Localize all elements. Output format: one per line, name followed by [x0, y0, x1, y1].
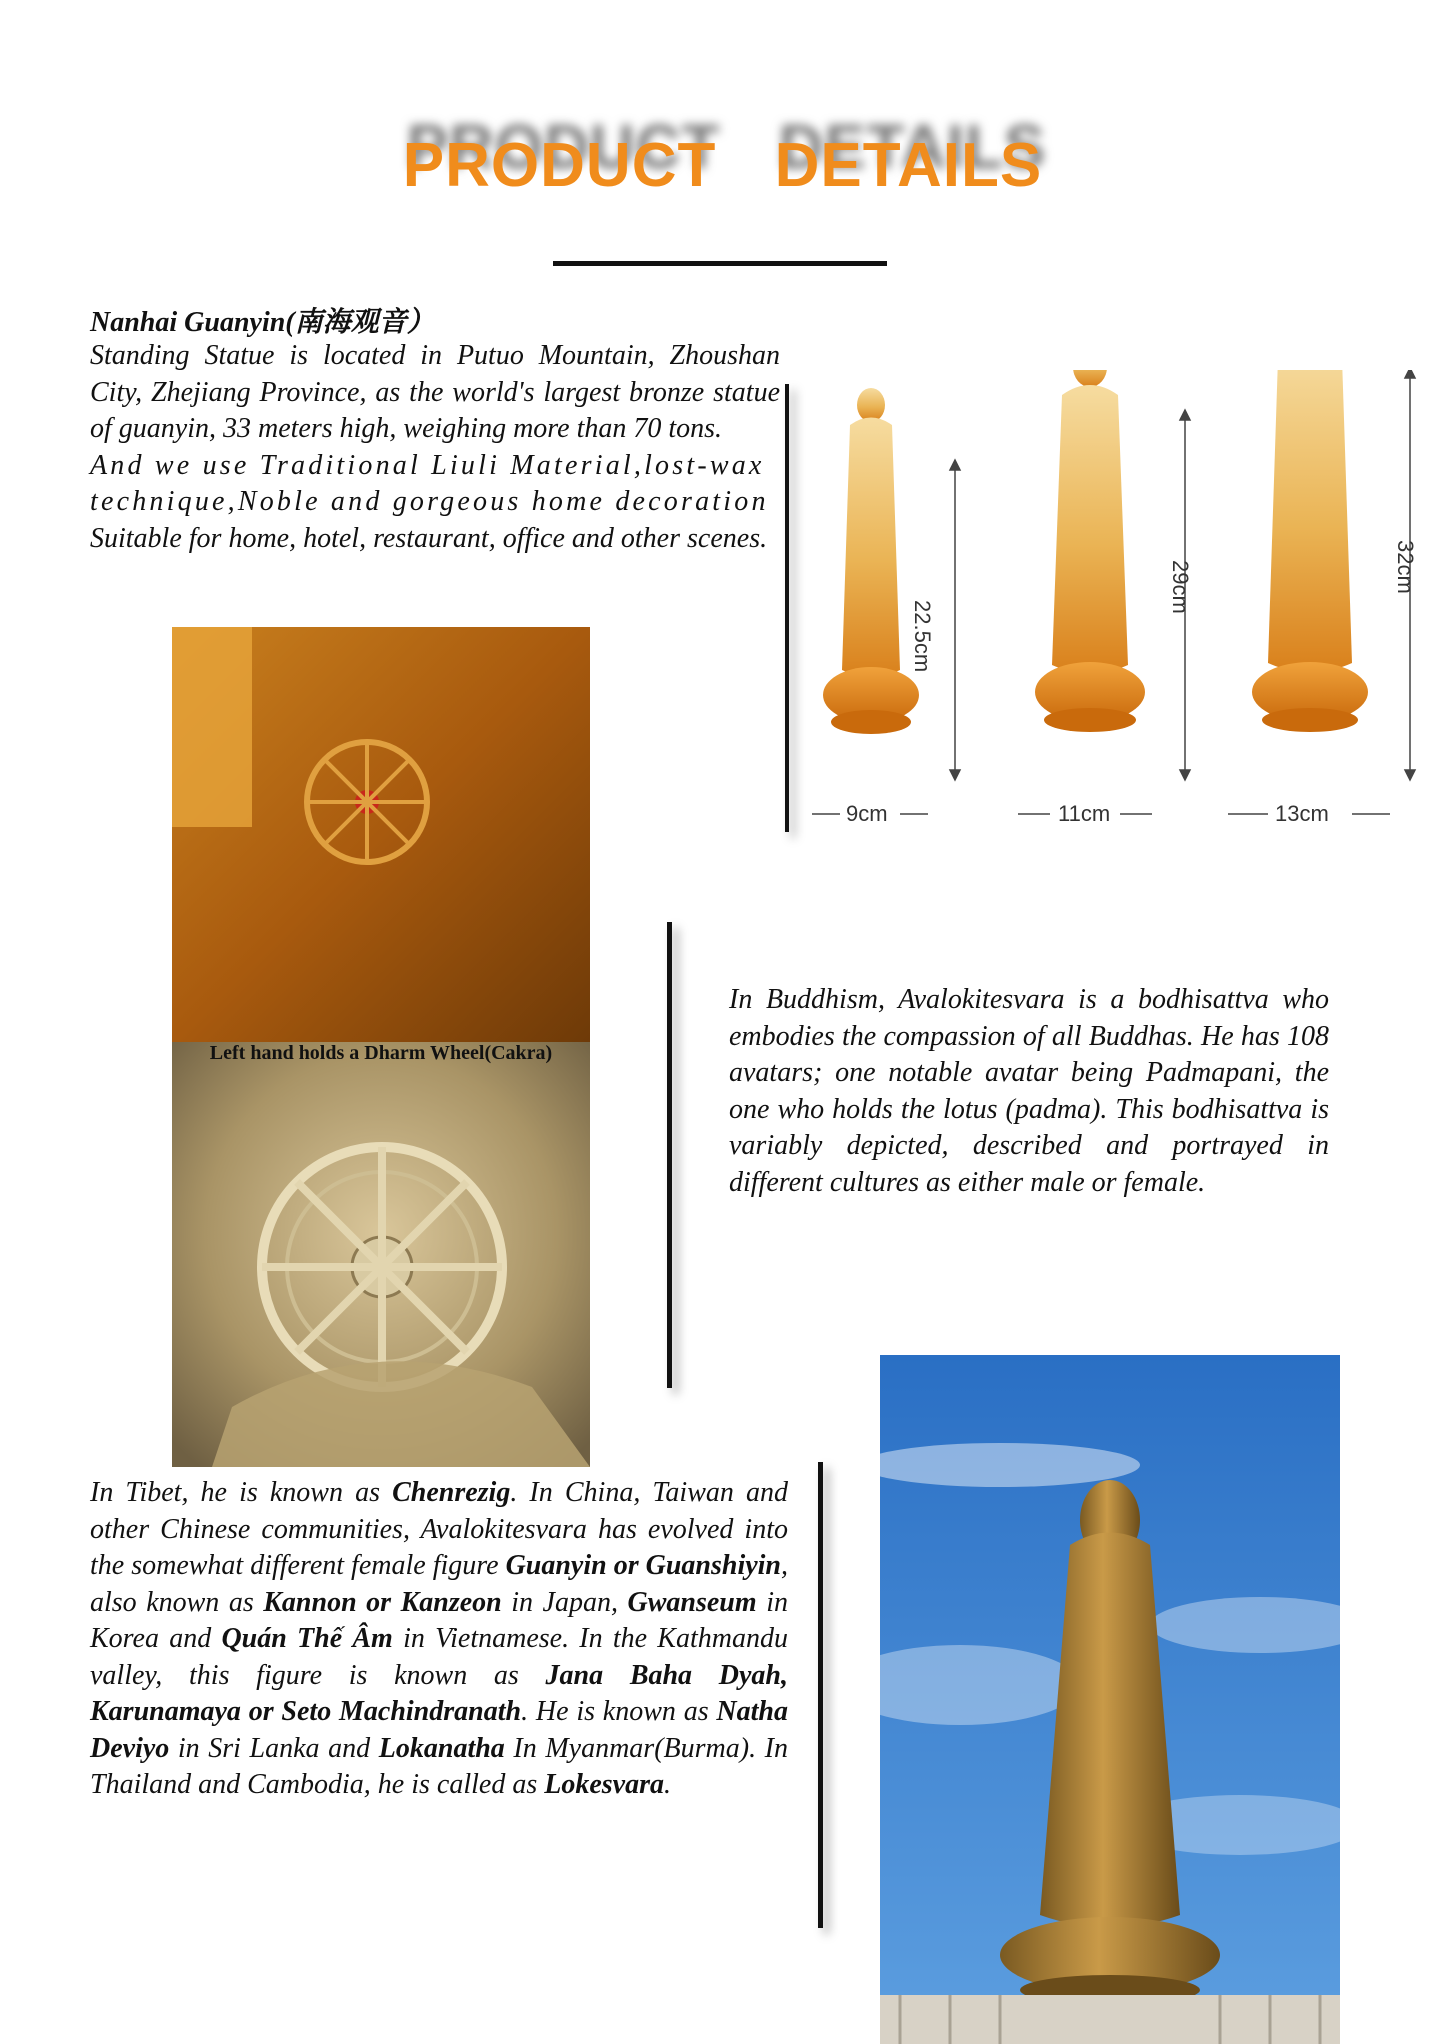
giant-statue-svg — [880, 1355, 1340, 2044]
intro-text — [90, 338, 780, 557]
statue-sizes-svg — [800, 370, 1440, 840]
divider-bar-2 — [667, 922, 672, 1388]
statue-large — [1252, 370, 1368, 732]
buddhism-paragraph: In Buddhism, Avalokitesvara is a bodhisattva who embodies the compassion of all Buddhas. He has 108 avatars; one notable avatar being Padmapani, the one who holds the lotus (padma). This bodhisattva is variably depicted, described and portrayed in different cultures as either male or female. — [729, 984, 1329, 1198]
label-medium-width: 11cm — [1058, 801, 1111, 826]
statue-medium — [1035, 370, 1145, 732]
statue-small — [823, 388, 919, 734]
title-underline — [553, 261, 887, 266]
label-small-width: 9cm — [846, 801, 888, 826]
closeup-caption: Left hand holds a Dharm Wheel(Cakra) — [209, 1042, 553, 1064]
intro-paragraph-3: Suitable for home, hotel, restaurant, office and other scenes. — [90, 522, 768, 554]
divider-bar-1 — [785, 384, 789, 832]
names-paragraph: In Tibet, he is known as Chenrezig. In China, Taiwan and other Chinese communities, Avalokitesvara has evolved into the somewhat different female figure Guanyin or Guanshiyin, also known as Kannon or Kanzeon in Japan, Gwanseum in Korea and Quán Thế Âm in Vietnamese. In the Kathmandu valley, this figure is known as Jana Baha Dyah, Karunamaya or Seto Machindranath. He is known as Natha Deviyo in Sri Lanka and Lokanatha In Myanmar(Burma). In Thailand and Cambodia, he is called as Lokesvara. — [90, 1477, 789, 1800]
product-heading: Nanhai Guanyin(南海观音） — [90, 307, 435, 338]
intro-paragraph-2: And we use Traditional Liuli Material,lost-wax technique,Noble and gorgeous home decoration — [90, 449, 769, 517]
label-large-height: 32cm — [1393, 540, 1418, 594]
page-title-wrap — [0, 130, 1445, 201]
label-medium-height: 29cm — [1168, 560, 1193, 614]
divider-bar-3 — [818, 1462, 823, 1928]
intro-paragraph-1: Standing Statue is located in Putuo Mountain, Zhoushan City, Zhejiang Province, as the world's largest bronze statue of guanyin, 33 meters high, weighing more than 70 tons. — [90, 340, 780, 444]
page-title: PRODUCT DETAILS — [402, 131, 1043, 200]
statue-sizes-figure: 22.5cm 29cm 32cm 9cm 11cm 13cm — [800, 370, 1440, 840]
giant-statue-photo — [880, 1355, 1340, 2044]
label-large-width: 13cm — [1275, 801, 1329, 826]
